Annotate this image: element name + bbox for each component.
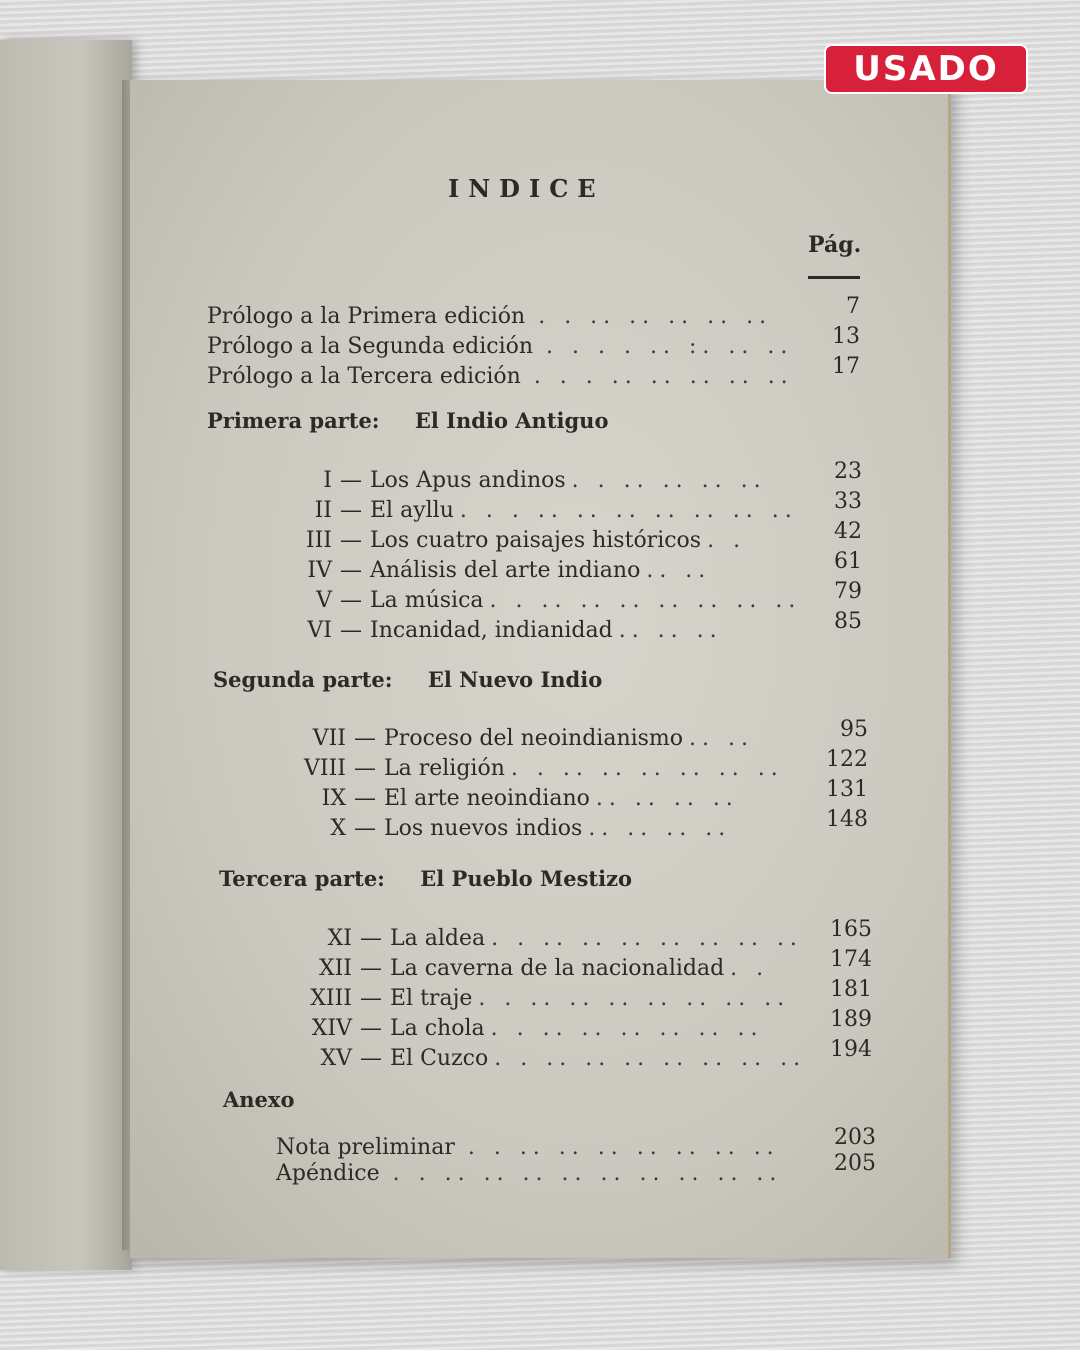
entry-page: 174 [830,947,872,972]
entry-leader: . . .. .. .. .. .. .. .. .. .. [392,1161,783,1186]
toc-entry: VIII — La religión . . .. .. .. .. .. .. [240,755,784,783]
entry-leader: . . .. .. .. .. .. .. .. [478,986,791,1011]
toc-entry [207,333,793,361]
toc-entry: XIV — La chola . . .. .. .. .. .. .. [244,1015,763,1043]
section-title: El Pueblo Mestizo [420,866,632,891]
chapter-number: I [323,468,332,493]
entry-title: Incanidad, indianidad [370,618,613,643]
entry-leader: . . .. .. .. .. .. .. [510,756,784,781]
entry-page: 131 [826,777,868,802]
chapter-number: XIV [311,1016,352,1041]
chapter-number: X [330,816,346,841]
entry-title: El traje [390,986,473,1011]
entry-title: El Cuzco [390,1046,489,1071]
section-label: Segunda parte: [213,667,393,692]
toc-entry: V — La música . . .. .. .. .. .. .. .. [272,587,801,615]
chapter-number: XV [320,1046,352,1071]
entry-page: 79 [834,579,862,604]
entry-title: Proceso del neoindianismo [384,726,684,751]
entry-leader: . . [730,956,770,981]
section-label: Anexo [223,1087,295,1112]
chapter-number: IV [307,558,332,583]
toc-entry: X — Los nuevos indios .. .. .. .. [240,815,731,843]
entry-title: Prólogo a la Segunda edición [207,334,534,359]
chapter-number: VIII [304,756,346,781]
toc-entry: III — Los cuatro paisajes históricos . . [272,527,746,555]
entry-title: La religión [384,756,505,781]
section-heading [219,866,632,891]
toc-entry: I — Los Apus andinos . . .. .. .. .. [272,467,767,495]
entry-title: Apéndice [276,1161,380,1186]
chapter-number: XIII [310,986,352,1011]
section-label: Primera parte: [207,408,380,433]
toc-entry [207,363,794,391]
entry-page: 17 [832,354,860,379]
entry-page: 148 [826,807,868,832]
chapter-number: VII [312,726,346,751]
entry-title: Nota preliminar [276,1135,455,1160]
chapter-number: III [305,528,332,553]
entry-title: Los cuatro paisajes históricos [370,528,702,553]
toc-entry: XV — El Cuzco . . .. .. .. .. .. .. .. [244,1045,806,1073]
entry-leader: . . .. .. .. .. .. [538,304,773,329]
entry-title: La caverna de la nacionalidad [390,956,725,981]
chapter-number: VI [307,618,332,643]
entry-title: Prólogo a la Tercera edición [207,364,521,389]
entry-leader: . . .. .. .. .. .. .. .. [494,1046,807,1071]
entry-leader: . . [707,528,747,553]
section-heading [223,1087,294,1112]
entry-page: 61 [834,549,862,574]
entry-page: 13 [832,324,860,349]
section-title: El Indio Antiguo [414,408,609,433]
entry-leader: . . .. .. .. .. .. .. .. [467,1135,780,1160]
toc-entry: XIII — El traje . . .. .. .. .. .. .. .. [244,985,790,1013]
entry-title: Prólogo a la Primera edición [207,304,526,329]
entry-title: La chola [390,1016,485,1041]
toc-entry: IX — El arte neoindiano .. .. .. .. [240,785,739,813]
toc-entry: VI — Incanidad, indianidad .. .. .. [272,617,723,645]
chapter-number: V [316,588,332,613]
entry-leader: .. .. [646,558,712,583]
section-heading [213,667,602,692]
entry-title: Los nuevos indios [384,816,583,841]
section-heading [207,408,608,433]
chapter-number: II [314,498,332,523]
entry-leader: .. .. .. .. [595,786,739,811]
toc-entry: IV — Análisis del arte indiano .. .. [272,557,711,585]
entry-page: 23 [834,459,862,484]
entry-leader: . . . . .. :. .. .. [546,334,794,359]
entry-title: Análisis del arte indiano [370,558,641,583]
used-badge: USADO [824,44,1028,94]
entry-page: 85 [834,609,862,634]
entry-page: 33 [834,489,862,514]
toc-entry: II — El ayllu . . . .. .. .. .. .. .. .. [272,497,798,525]
section-label: Tercera parte: [219,866,385,891]
page-column-header: Pág. [808,232,862,258]
toc-entry: XII — La caverna de la nacionalidad . . [244,955,769,983]
entry-page: 205 [834,1151,876,1176]
chapter-number: IX [321,786,346,811]
entry-page: 165 [830,917,872,942]
entry-leader: . . .. .. .. .. [571,468,767,493]
chapter-number: XII [318,956,352,981]
entry-title: La aldea [390,926,486,951]
entry-page: 95 [840,717,868,742]
section-title: El Nuevo Indio [427,667,603,692]
entry-page: 194 [830,1037,872,1062]
entry-leader: . . .. .. .. .. .. .. .. [489,588,802,613]
entry-page: 203 [834,1125,876,1150]
entry-page: 122 [826,747,868,772]
entry-page: 7 [846,294,860,319]
entry-title: El ayllu [370,498,454,523]
entry-leader: .. .. .. [618,618,723,643]
chapter-number: XI [327,926,352,951]
toc-entry: VII — Proceso del neoindianismo .. .. [240,725,754,753]
entry-title: El arte neoindiano [384,786,590,811]
entry-page: 181 [830,977,872,1002]
entry-leader: . . . .. .. .. .. .. .. .. [459,498,798,523]
entry-leader: .. .. .. .. [588,816,732,841]
toc-entry [276,1160,782,1188]
entry-title: Los Apus andinos [370,468,566,493]
page-title: INDICE [448,174,605,203]
entry-leader: . . .. .. .. .. .. .. [490,1016,764,1041]
toc-entry [276,1134,780,1162]
entry-leader: . . . .. .. .. .. .. [533,364,794,389]
entry-page: 42 [834,519,862,544]
entry-page: 189 [830,1007,872,1032]
toc-entry [207,303,772,331]
toc-entry: XI — La aldea . . .. .. .. .. .. .. .. [244,925,803,953]
entry-leader: .. .. [689,726,755,751]
entry-leader: . . .. .. .. .. .. .. .. [491,926,803,951]
entry-title: La música [370,588,484,613]
